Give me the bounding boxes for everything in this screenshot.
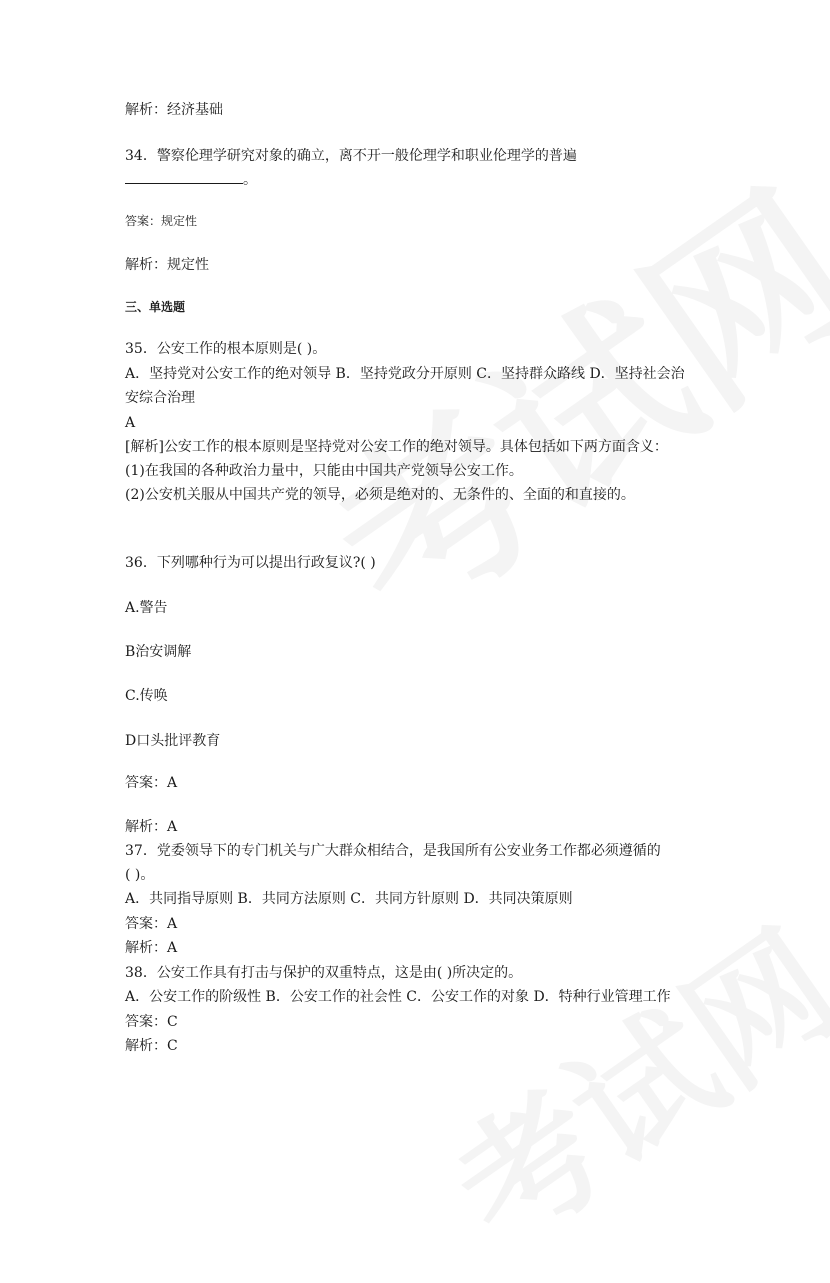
question-37-cont: ( )。 [125, 867, 155, 883]
answer-38: 答案：C [125, 1014, 178, 1030]
watermark [273, 121, 830, 672]
watermark-bottom [410, 878, 830, 1283]
question-35-options: A．坚持党对公安工作的绝对领导 B．坚持党政分开原则 C．坚持群众路线 D．坚持社会治 [125, 366, 685, 382]
question-34: 34．警察伦理学研究对象的确立，离不开一般伦理学和职业伦理学的普遍 [125, 148, 577, 164]
analysis-33: 解析：经济基础 [125, 102, 223, 118]
explanation-35: [解析]公安工作的根本原则是坚持党对公安工作的绝对领导。具体包括如下两方面含义： [125, 439, 668, 455]
answer-34: 答案：规定性 [125, 214, 198, 228]
section-heading: 三、单选题 [125, 300, 186, 314]
question-36: 36．下列哪种行为可以提出行政复议?( ) [125, 555, 376, 571]
analysis-37: 解析：A [125, 940, 178, 956]
answer-35: A [125, 415, 136, 431]
explanation-35-point-1: (1)在我国的各种政治力量中，只能由中国共产党领导公安工作。 [125, 463, 523, 479]
analysis-38: 解析：C [125, 1038, 178, 1054]
answer-36: 答案：A [125, 775, 178, 791]
question-35: 35．公安工作的根本原则是( )。 [125, 341, 327, 357]
question-38-options: A．公安工作的阶级性 B．公安工作的社会性 C．公安工作的对象 D．特种行业管理工作 [125, 989, 671, 1005]
question-36-option-b: B治安调解 [125, 644, 192, 660]
explanation-35-point-2: (2)公安机关服从中国共产党的领导，必须是绝对的、无条件的、全面的和直接的。 [125, 487, 635, 503]
question-37: 37．党委领导下的专门机关与广大群众相结合，是我国所有公安业务工作都必须遵循的 [125, 843, 661, 859]
question-36-option-d: D口头批评教育 [125, 733, 221, 749]
blank-suffix: 。 [243, 172, 257, 188]
question-34-blank-line [125, 171, 257, 187]
question-36-option-a: A.警告 [125, 600, 168, 616]
question-38: 38．公安工作具有打击与保护的双重特点，这是由( )所决定的。 [125, 965, 523, 981]
analysis-36: 解析：A [125, 819, 178, 835]
analysis-34: 解析：规定性 [125, 257, 209, 273]
question-35-options-cont: 安综合治理 [125, 390, 195, 406]
question-37-options: A．共同指导原则 B．共同方法原则 C．共同方针原则 D．共同决策原则 [125, 891, 573, 907]
question-36-option-c: C.传唤 [125, 688, 168, 704]
answer-37: 答案：A [125, 916, 178, 932]
fill-blank [125, 171, 243, 184]
